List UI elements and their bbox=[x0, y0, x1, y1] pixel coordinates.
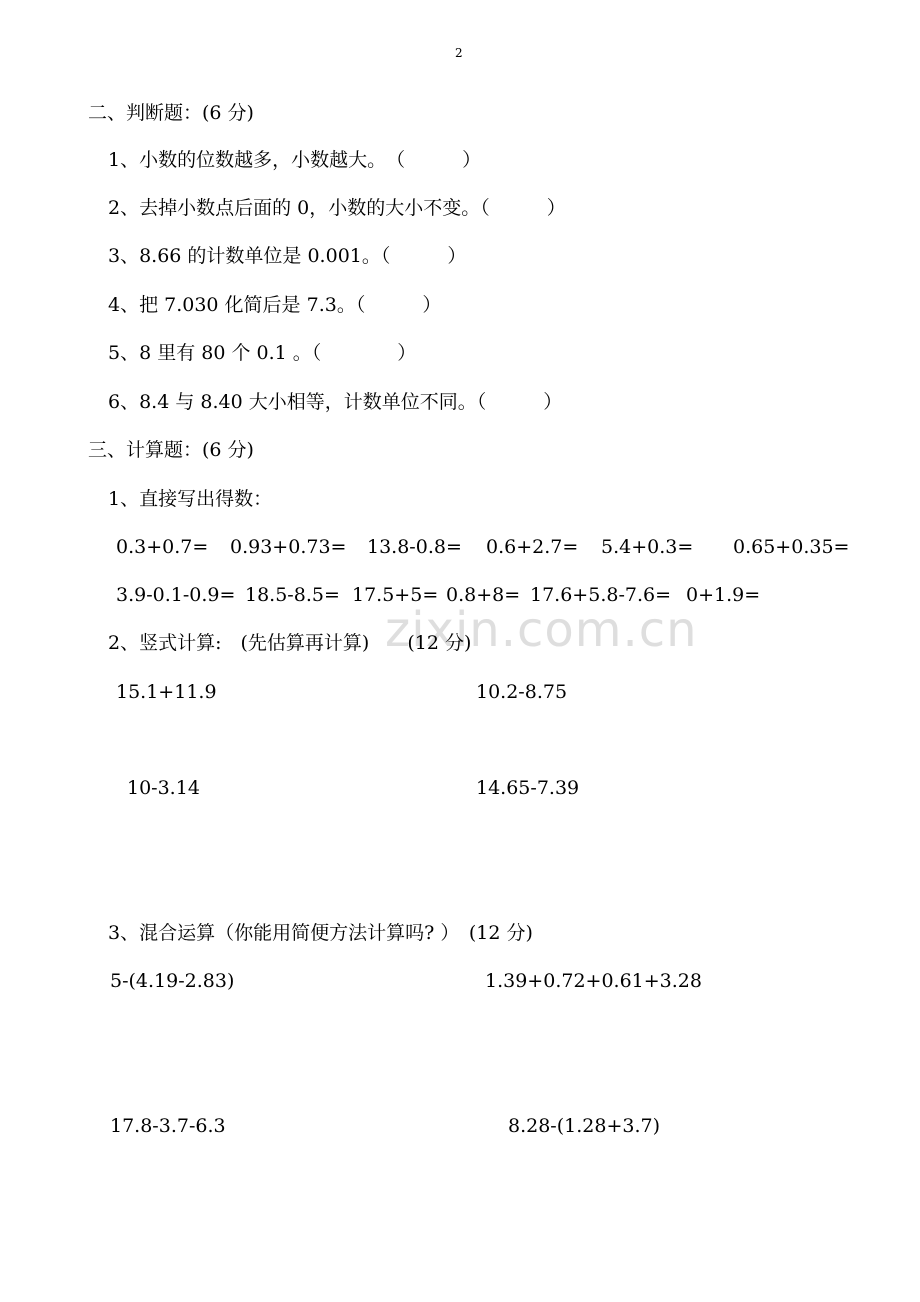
watermark: zixin.com.cn bbox=[385, 602, 698, 658]
part-1-title: 1、直接写出得数： bbox=[108, 488, 273, 510]
oral-problem: 0+1.9= bbox=[686, 584, 761, 606]
vertical-problem: 14.65-7.39 bbox=[476, 777, 580, 799]
mixed-problem: 17.8-3.7-6.3 bbox=[110, 1115, 226, 1137]
oral-problem: 18.5-8.5= bbox=[245, 584, 340, 606]
judge-item-1: 1、小数的位数越多，小数越大。 （ ） bbox=[108, 149, 482, 171]
oral-problem: 3.9-0.1-0.9= bbox=[116, 584, 236, 606]
judge-item-3: 3、8.66 的计数单位是 0.001。（ ） bbox=[108, 245, 467, 267]
section-3-title: 三、计算题：(6 分) bbox=[88, 439, 254, 461]
mixed-problem: 1.39+0.72+0.61+3.28 bbox=[485, 970, 702, 992]
oral-problem: 0.93+0.73= bbox=[230, 536, 347, 558]
judge-item-5: 5、8 里有 80 个 0.1 。（ ） bbox=[108, 342, 417, 364]
oral-problem: 13.8-0.8= bbox=[367, 536, 462, 558]
oral-problem: 17.5+5= bbox=[352, 584, 439, 606]
vertical-problem: 10.2-8.75 bbox=[476, 681, 568, 703]
vertical-problem: 15.1+11.9 bbox=[116, 681, 217, 703]
judge-item-4: 4、把 7.030 化简后是 7.3。（ ） bbox=[108, 294, 442, 316]
mixed-problem: 8.28-(1.28+3.7) bbox=[508, 1115, 660, 1137]
oral-problem: 17.6+5.8-7.6= bbox=[530, 584, 671, 606]
judge-item-6: 6、8.4 与 8.40 大小相等，计数单位不同。（ ） bbox=[108, 391, 563, 413]
page-number: 2 bbox=[455, 46, 463, 60]
mixed-problem: 5-(4.19-2.83) bbox=[110, 970, 235, 992]
oral-problem: 5.4+0.3= bbox=[601, 536, 694, 558]
judge-item-2: 2、去掉小数点后面的 0，小数的大小不变。（ ） bbox=[108, 197, 566, 219]
oral-problem: 0.3+0.7= bbox=[116, 536, 209, 558]
vertical-problem: 10-3.14 bbox=[127, 777, 200, 799]
oral-problem: 0.6+2.7= bbox=[486, 536, 579, 558]
part-2-title: 2、竖式计算: (先估算再计算) (12 分) bbox=[108, 632, 472, 654]
oral-problem: 0.8+8= bbox=[446, 584, 521, 606]
section-2-title: 二、判断题：(6 分) bbox=[88, 102, 254, 124]
part-3-title: 3、混合运算（你能用简便方法计算吗? ） (12 分) bbox=[108, 922, 533, 944]
oral-problem: 0.65+0.35= bbox=[733, 536, 850, 558]
